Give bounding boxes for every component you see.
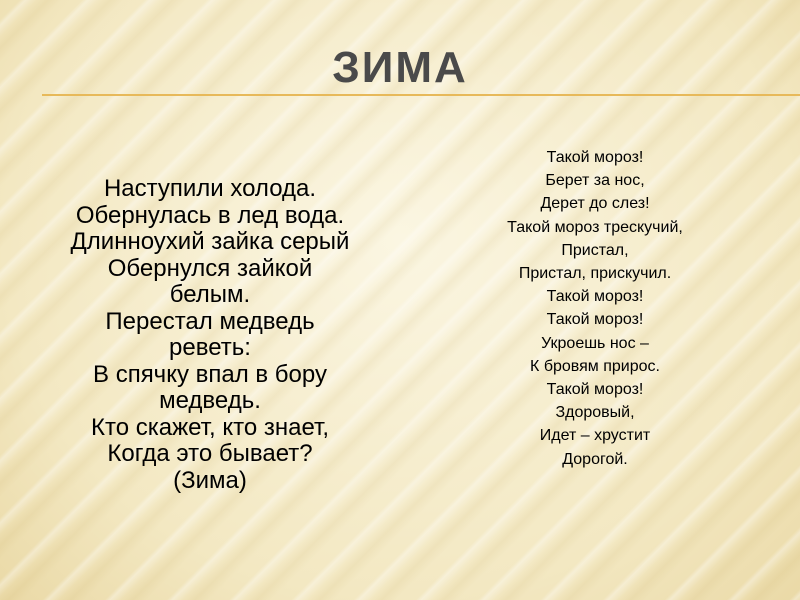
right-poem-line: Такой мороз!	[546, 288, 644, 306]
right-poem-line: Такой мороз!	[546, 149, 644, 166]
left-poem-line: Когда это бывает?	[107, 440, 313, 467]
left-poem-line: Перестал медведь	[105, 307, 315, 335]
left-poem-line: В спячку впал в бору	[93, 360, 327, 388]
left-poem-line: (Зима)	[173, 466, 247, 494]
left-poem-line: медведь.	[159, 387, 261, 414]
right-poem-line: Пристал, прискучил.	[518, 265, 672, 283]
right-poem-line: Идет – хрустит	[539, 427, 651, 445]
right-poem-line: Дерет до слез!	[540, 195, 650, 213]
left-poem-line: Длинноухий зайка серый	[70, 228, 350, 255]
right-poem-line: К бровям прирос.	[530, 357, 660, 375]
left-poem-line: Обернулась в лед вода.	[75, 201, 345, 229]
slide-title: ЗИМА	[332, 43, 468, 92]
right-poem-line: Здоровый,	[555, 404, 635, 422]
left-poem-line: Кто скажет, кто знает,	[90, 413, 330, 441]
left-poem-line: Наступили холода.	[103, 175, 317, 202]
left-poem-line: реветь:	[169, 334, 251, 361]
right-poem-line: Берет за нос,	[545, 172, 645, 190]
right-poem-line: Такой мороз трескучий,	[507, 218, 683, 236]
right-poem-line: Такой мороз!	[546, 311, 644, 329]
right-poem-line: Пристал,	[561, 241, 629, 259]
left-poem	[30, 176, 390, 494]
right-poem	[460, 146, 730, 471]
right-poem-line: Дорогой.	[562, 450, 628, 468]
title-underline	[42, 94, 800, 96]
right-poem-line: Укроешь нос –	[541, 334, 649, 352]
right-poem-line: Такой мороз!	[546, 381, 644, 399]
left-poem-line: белым.	[169, 281, 251, 308]
left-poem-line: Обернулся зайкой	[107, 254, 313, 282]
